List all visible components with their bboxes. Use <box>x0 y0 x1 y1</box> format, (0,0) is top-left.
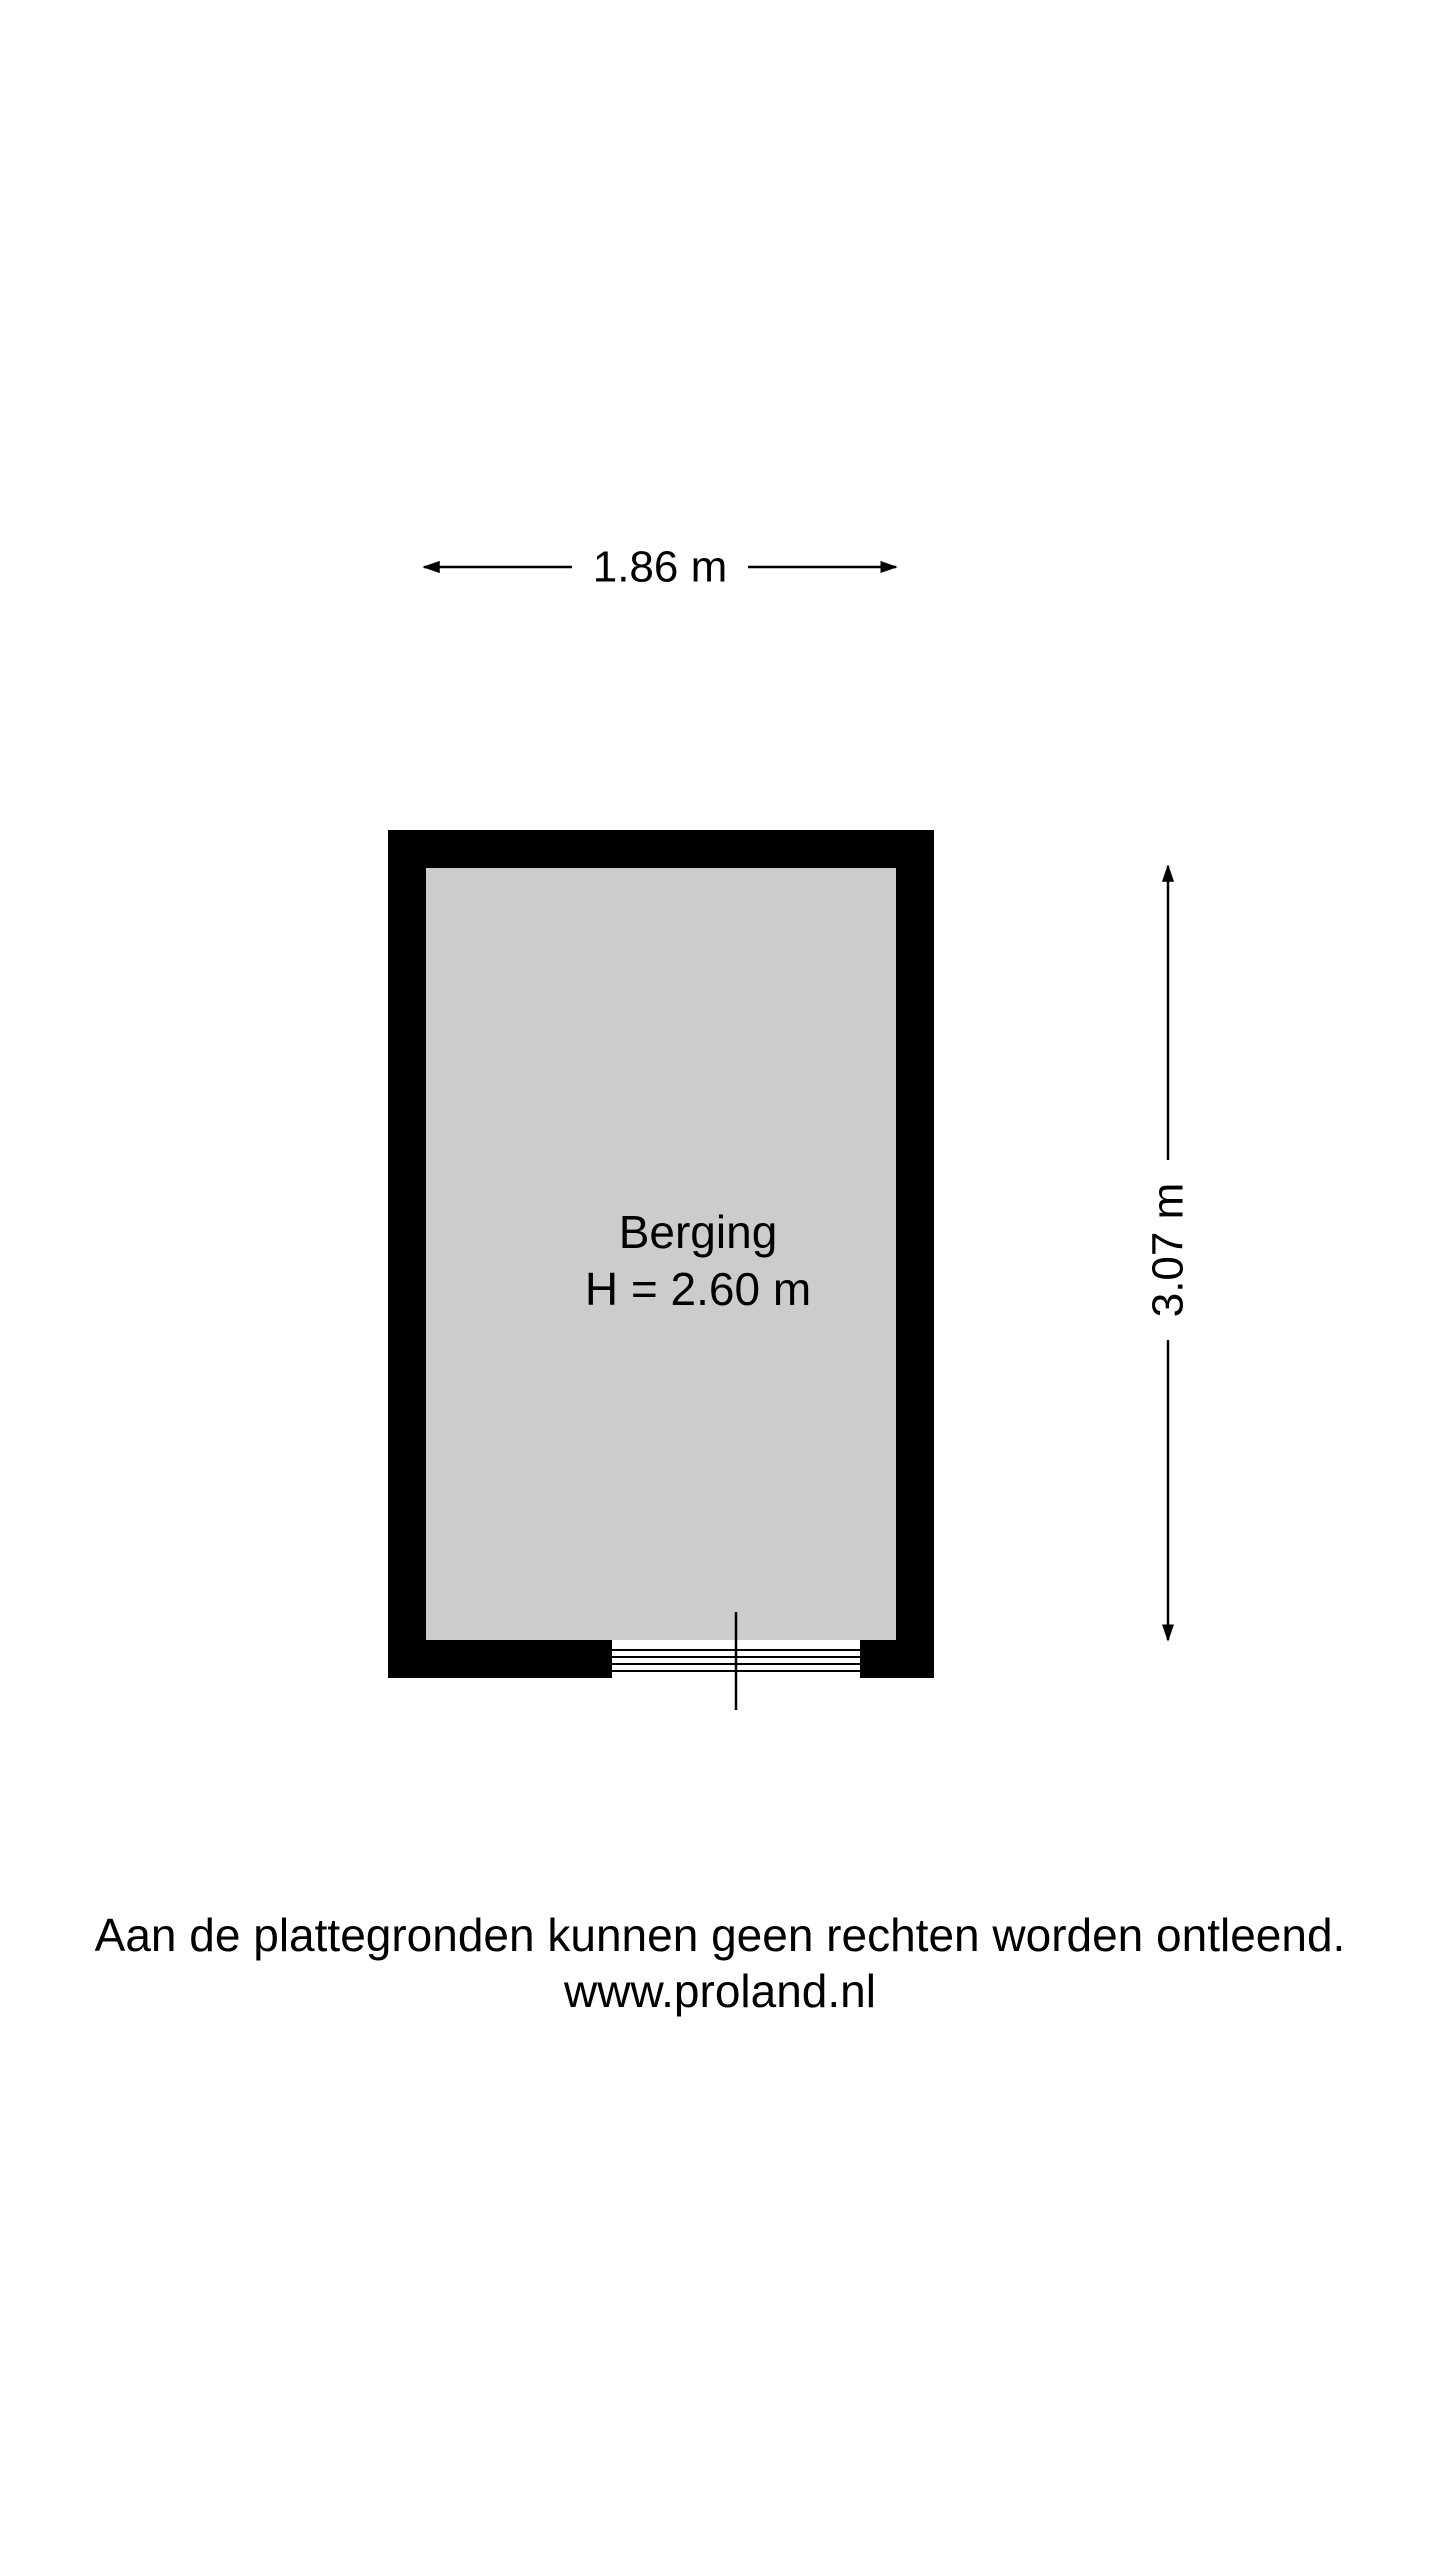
room-height: H = 2.60 m <box>584 1263 812 1315</box>
room-berging <box>388 830 934 1710</box>
room-name: Berging <box>618 1206 778 1258</box>
depth-dimension-label: 3.07 m <box>1143 1182 1193 1318</box>
website-link[interactable]: www.proland.nl <box>564 1965 876 2017</box>
disclaimer-text: Aan de plattegronden kunnen geen rechten worden ontleend. <box>94 1909 1346 1961</box>
width-dimension <box>424 543 896 592</box>
depth-dimension <box>1144 866 1193 1640</box>
width-dimension-label: 1.86 m <box>592 542 728 592</box>
